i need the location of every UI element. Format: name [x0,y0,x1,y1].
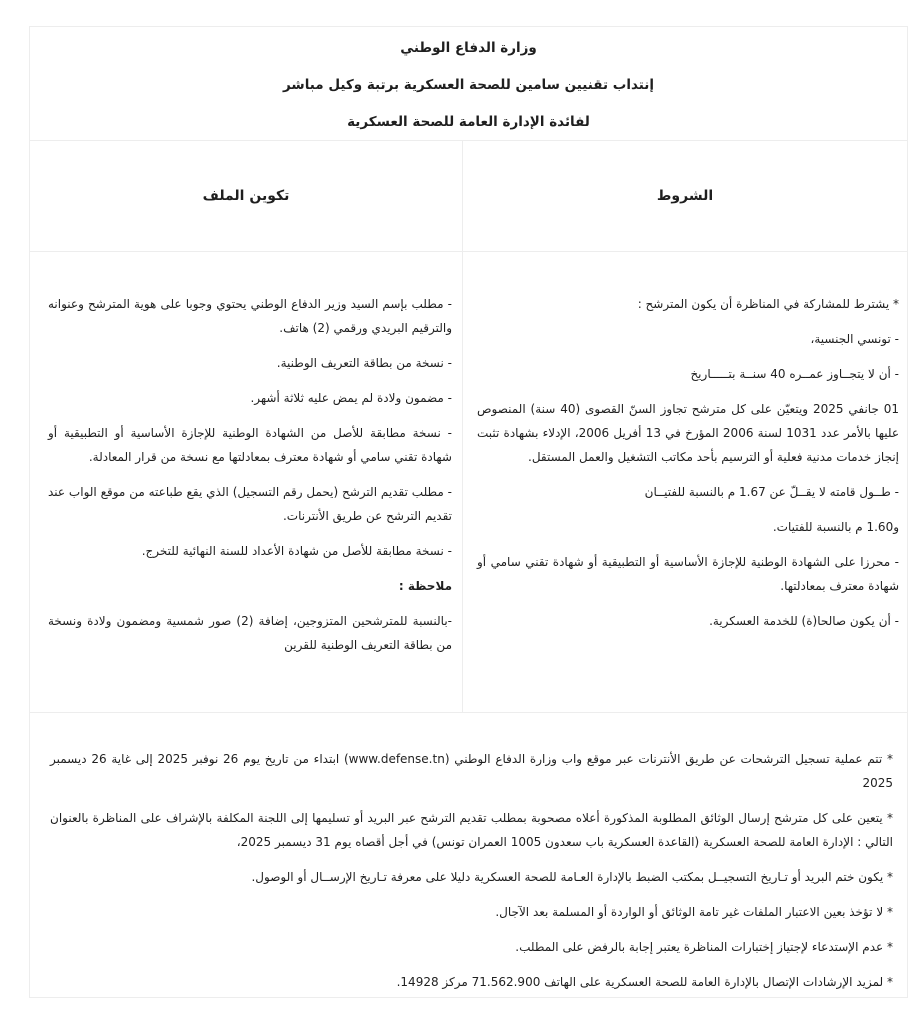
conditions-cell [462,252,907,712]
condition-item: - طــول قامته لا يقــلّ عن 1.67 م بالنسبة للفتيــان [644,485,899,499]
column-header-conditions: الشروط [462,141,907,251]
condition-item: - تونسي الجنسية، [810,332,899,346]
file-item: - نسخة مطابقة للأصل من الشهادة الوطنية للإجازة الأساسية أو التطبيقية أو شهادة تقني سامي أو شهادة معترف بمعادلتها مع نسخة من قرار المعادلة. [48,426,452,464]
footer-note-phone-contact: * لمزيد الإرشادات الإتصال بالإدارة العامة للصحة العسكرية على الهاتف 71.562.900 مركز 14928. [396,975,893,989]
condition-item: - أن يكون صالحا(ة) للخدمة العسكرية. [709,614,899,628]
condition-item: و1.60 م بالنسبة للفتيات. [772,520,899,534]
condition-item: 01 جانفي 2025 ويتعيّن على كل مترشح تجاوز السنّ القصوى (40 سنة) المنصوص عليها بالأمر عدد 1031 لسنة 2006 المؤرخ في 13 أفريل 2006، الإدلاء بشهادة تثبت إنجاز خدمات مدنية فعلية أو الترسيم بأحد مكاتب التشغيل والعمل المستقل. [477,402,900,464]
footer-note-postmark: * يكون ختم البريد أو تـاريخ التسجيــل بمكتب الضبط بالإدارة العـامة للصحة العسكرية دليلا على معرفة تـاريخ الإرســال أو الوصول. [251,870,893,884]
condition-item: - أن لا يتجــاوز عمــره 40 سنــة بتـــــاريخ [690,367,899,381]
file-item: -بالنسبة للمترشحين المتزوجين، إضافة (2) صور شمسية ومضمون ولادة ونسخة من بطاقة التعريف الوطنية للقرين [48,614,452,652]
file-item: - نسخة مطابقة للأصل من شهادة الأعداد للسنة النهائية للتخرج. [141,544,452,558]
file-item: - مطلب بإسم السيد وزير الدفاع الوطني يحتوي وجوبا على هوية المترشح وعنوانه والترقيم البريدي ورقمي (2) هاتف. [48,297,452,335]
note-label: ملاحظة : [398,579,452,593]
conditions-intro: * يشترط للمشاركة في المناظرة أن يكون المترشح : [637,297,899,311]
recruitment-title: إنتداب تقنيين سامين للصحة العسكرية برتبة وكيل مباشر [283,76,654,93]
file-composition-cell [30,252,462,712]
table-content-row [30,251,907,712]
announcement-document [29,26,908,998]
footer-note-incomplete-files: * لا تؤخذ بعين الاعتبار الملفات غير تامة الوثائق أو الواردة أو المسلمة بعد الآجال. [495,905,893,919]
column-header-file-composition: تكوين الملف [202,188,290,204]
document-title-block [30,27,907,140]
table-header-row [30,140,907,251]
ministry-title: وزارة الدفاع الوطني [400,39,537,56]
file-item: - مطلب تقديم الترشح (يحمل رقم التسجيل) الذي يقع طباعته من موقع الواب عند تقديم الترشح عن طريق الأنترنات. [48,485,452,523]
file-item: - نسخة من بطاقة التعريف الوطنية. [276,356,452,370]
condition-item: - محرزا على الشهادة الوطنية للإجازة الأساسية أو التطبيقية أو شهادة تقني سامي أو شهادة معترف بمعادلتها. [477,555,899,593]
footer-note-mailing-address: * يتعين على كل مترشح إرسال الوثائق المطلوبة المذكورة أعلاه مصحوبة بمطلب تقديم الترشح عبر البريد أو تسليمها إلى اللجنة المكلفة بالإشراف على المناظرة بالعنوان التالي : الإدارة العامة للصحة العسكرية (القاعدة العسكرية باب سعدون 1005 العمران تونس) في أجل أقصاه يوم 31 ديسمبر 2025، [50,811,893,849]
file-item: - مضمون ولادة لم يمض عليه ثلاثة أشهر. [250,391,452,405]
footer-notes [30,712,907,997]
footer-note-no-summons: * عدم الإستدعاء لإجتياز إختبارات المناظرة يعتبر إجابة بالرفض على المطلب. [515,940,893,954]
footer-note-registration-dates: * تتم عملية تسجيل الترشحات عن طريق الأنترنات عبر موقع واب وزارة الدفاع الوطني (www.defense.tn) ابتداء من تاريخ يوم 26 نوفبر 2025 إلى غاية 26 ديسمبر 2025 [50,752,894,790]
beneficiary-title: لفائدة الإدارة العامة للصحة العسكرية [347,113,590,130]
